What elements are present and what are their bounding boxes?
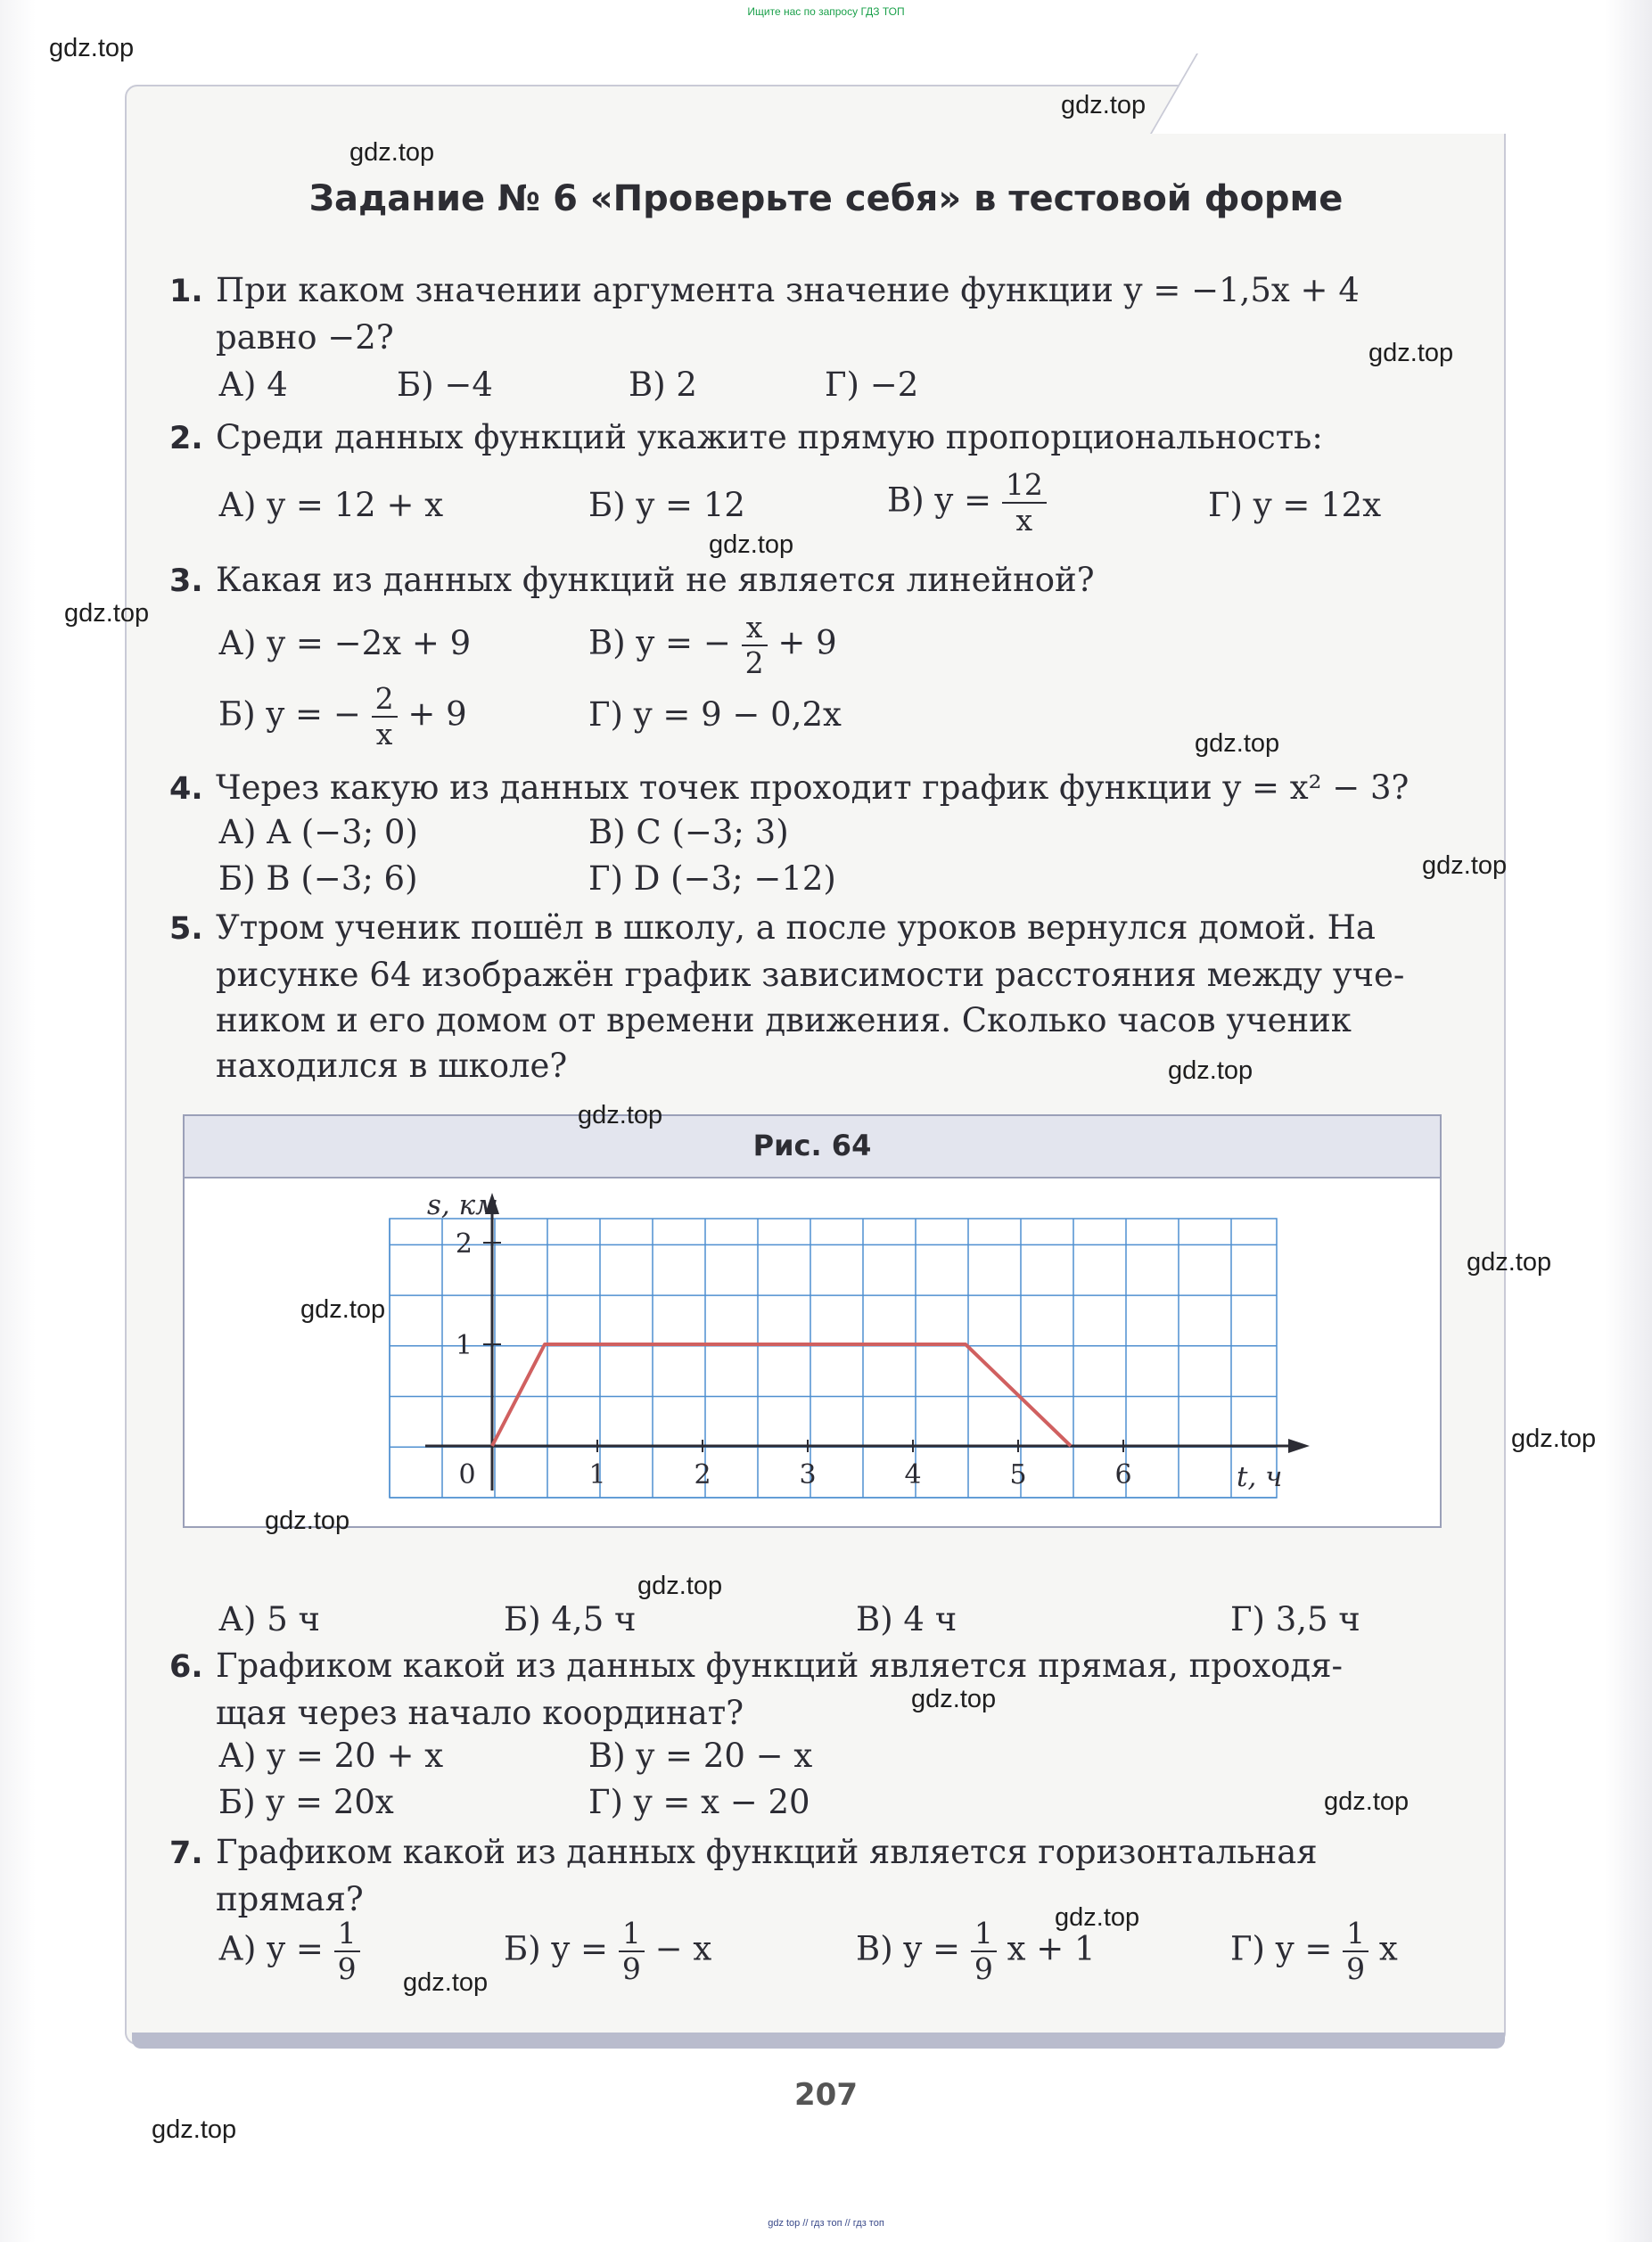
answer-a[interactable]: А) A (−3; 0): [218, 813, 418, 851]
numerator: 2: [372, 682, 398, 718]
question-number: 7.: [169, 1835, 203, 1871]
distance-time-chart: [185, 1178, 1436, 1524]
question-number: 5.: [169, 911, 203, 947]
watermark[interactable]: gdz.top: [709, 530, 794, 559]
answer-b[interactable]: [218, 682, 467, 751]
question-text: При каком значении аргумента значение функции y = −1,5x + 4: [216, 271, 1360, 309]
watermark[interactable]: gdz.top: [403, 1968, 489, 1997]
y-axis-label: s, км: [427, 1189, 498, 1221]
x-tick-label: 4: [904, 1459, 922, 1491]
watermark[interactable]: gdz.top: [1055, 1903, 1140, 1932]
numerator: 1: [334, 1917, 360, 1952]
answer-g[interactable]: Г) −2: [825, 365, 919, 404]
answer-tail: + 9: [407, 694, 467, 734]
fraction: [1343, 1917, 1368, 1986]
answer-label: В) y =: [887, 480, 992, 520]
top-banner[interactable]: Ищите нас по запросу ГДЗ ТОП: [747, 5, 905, 18]
answer-v[interactable]: В) C (−3; 3): [588, 813, 789, 851]
x-tick-label: 3: [799, 1459, 817, 1491]
card-tab: [1150, 53, 1555, 134]
answer-v[interactable]: [887, 468, 1047, 538]
watermark[interactable]: gdz.top: [349, 138, 435, 167]
question-text: Утром ученик пошёл в школу, а после уроков вернулся домой. На: [216, 908, 1376, 947]
x-tick-label: 6: [1114, 1459, 1132, 1491]
answer-tail: + 9: [777, 623, 837, 662]
denominator: 9: [337, 1951, 357, 1986]
answer-b[interactable]: Б) −4: [397, 365, 493, 404]
watermark[interactable]: gdz.top: [1511, 1425, 1597, 1453]
watermark[interactable]: gdz.top: [1195, 729, 1280, 758]
question-7: [169, 1829, 1435, 1922]
answer-v[interactable]: В) y = 20 − x: [588, 1737, 813, 1775]
numerator: 12: [1002, 468, 1047, 504]
page-title: Задание № 6 «Проверьте себя» в тестовой форме: [308, 178, 1344, 219]
question-6: [169, 1643, 1435, 1736]
question-text: Среди данных функций укажите прямую пропорциональность:: [216, 418, 1323, 456]
denominator: 9: [621, 1951, 641, 1986]
answer-v[interactable]: В) 4 ч: [856, 1600, 958, 1638]
answer-g[interactable]: Г) y = 9 − 0,2x: [588, 695, 842, 734]
fraction: [334, 1917, 360, 1986]
bottom-banner[interactable]: gdz top // гдз топ // гдз топ: [768, 2218, 884, 2229]
fraction: [1002, 468, 1047, 538]
question-text: рисунке 64 изображён график зависимости расстояния между уче-: [216, 956, 1405, 994]
answer-label: А) y =: [218, 1929, 324, 1968]
watermark[interactable]: gdz.top: [152, 2115, 237, 2144]
watermark[interactable]: gdz.top: [637, 1572, 723, 1600]
question-text: ником и его домом от времени движения. Сколько часов ученик: [216, 1001, 1352, 1039]
y-tick-label: 2: [455, 1228, 473, 1260]
answer-label: В) y =: [856, 1929, 961, 1968]
question-number: 4.: [169, 771, 203, 807]
answer-a[interactable]: А) 5 ч: [218, 1600, 320, 1638]
watermark[interactable]: gdz.top: [49, 34, 135, 62]
question-number: 2.: [169, 421, 203, 456]
fraction: [971, 1917, 997, 1986]
denominator: 9: [974, 1951, 993, 1986]
watermark[interactable]: gdz.top: [1368, 339, 1454, 367]
numerator: x: [742, 611, 768, 646]
question-text: равно −2?: [216, 318, 394, 357]
answer-b[interactable]: Б) B (−3; 6): [218, 859, 418, 898]
x-axis-arrow: [1288, 1439, 1310, 1453]
answer-g[interactable]: Г) D (−3; −12): [588, 859, 836, 898]
question-number: 1.: [169, 274, 203, 309]
answer-g[interactable]: Г) y = x − 20: [588, 1783, 810, 1821]
answer-a[interactable]: [218, 1917, 360, 1986]
question-text: Графиком какой из данных функций является прямая, проходя-: [216, 1647, 1344, 1685]
answer-a[interactable]: А) y = 20 + x: [218, 1737, 444, 1775]
question-3: [169, 557, 1435, 604]
fraction: [619, 1917, 645, 1986]
answer-b[interactable]: Б) y = 20x: [218, 1783, 394, 1821]
answer-label: Б) y =: [504, 1929, 609, 1968]
watermark[interactable]: gdz.top: [1324, 1787, 1410, 1816]
answer-tail: x: [1378, 1929, 1398, 1968]
denominator: 2: [744, 645, 764, 680]
answer-a[interactable]: А) y = 12 + x: [218, 486, 444, 524]
numerator: 1: [619, 1917, 645, 1952]
watermark[interactable]: gdz.top: [1168, 1056, 1253, 1085]
question-4: [169, 765, 1435, 812]
answer-v[interactable]: [588, 611, 837, 680]
watermark[interactable]: gdz.top: [1467, 1248, 1552, 1277]
denominator: x: [375, 717, 393, 751]
card-shadow: [132, 2033, 1505, 2049]
denominator: x: [1015, 503, 1033, 538]
answer-label: В) y = −: [588, 623, 731, 662]
question-2: [169, 415, 1435, 462]
answer-b[interactable]: Б) 4,5 ч: [504, 1600, 637, 1638]
x-tick-label: 1: [588, 1459, 606, 1491]
numerator: 1: [1343, 1917, 1368, 1952]
watermark[interactable]: gdz.top: [911, 1685, 997, 1713]
x-tick-label: 5: [1009, 1459, 1027, 1491]
answer-g[interactable]: [1230, 1917, 1398, 1986]
question-text: Какая из данных функций не является линейной?: [216, 561, 1095, 599]
answer-g[interactable]: Г) 3,5 ч: [1230, 1600, 1360, 1638]
answer-label: Б) y = −: [218, 694, 361, 734]
watermark[interactable]: gdz.top: [300, 1295, 386, 1324]
watermark[interactable]: gdz.top: [265, 1507, 350, 1535]
answer-label: Г) y =: [1230, 1929, 1333, 1968]
question-text: находился в школе?: [216, 1047, 568, 1085]
answer-tail: − x: [654, 1929, 712, 1968]
question-number: 6.: [169, 1649, 203, 1685]
denominator: 9: [1346, 1951, 1366, 1986]
answer-b[interactable]: Б) y = 12: [588, 486, 745, 524]
watermark[interactable]: gdz.top: [1422, 851, 1508, 880]
answer-a[interactable]: А) y = −2x + 9: [218, 624, 472, 662]
origin-label: 0: [458, 1459, 476, 1491]
question-number: 3.: [169, 563, 203, 599]
y-tick-label: 1: [455, 1330, 473, 1361]
page-number: 207: [794, 2077, 858, 2113]
question-text: прямая?: [216, 1880, 364, 1918]
answer-tail: x + 1: [1007, 1929, 1096, 1968]
question-text: Через какую из данных точек проходит график функции y = x² − 3?: [216, 768, 1410, 807]
numerator: 1: [971, 1917, 997, 1952]
watermark[interactable]: gdz.top: [64, 599, 150, 628]
figure-title: Рис. 64: [752, 1129, 872, 1162]
fraction: [742, 611, 768, 680]
question-1: [169, 267, 1435, 360]
answer-g[interactable]: Г) y = 12x: [1208, 486, 1382, 524]
answer-b[interactable]: [504, 1917, 711, 1986]
watermark[interactable]: gdz.top: [578, 1101, 663, 1129]
watermark[interactable]: gdz.top: [1061, 91, 1147, 119]
fraction: [372, 682, 398, 751]
question-text: щая через начало координат?: [216, 1694, 744, 1732]
answer-a[interactable]: А) 4: [218, 365, 288, 404]
x-axis-label: t, ч: [1237, 1461, 1283, 1493]
question-text: Графиком какой из данных функций является горизонтальная: [216, 1833, 1318, 1871]
x-tick-label: 2: [694, 1459, 711, 1491]
grid-frame: [390, 1219, 1277, 1498]
answer-v[interactable]: В) 2: [629, 365, 697, 404]
